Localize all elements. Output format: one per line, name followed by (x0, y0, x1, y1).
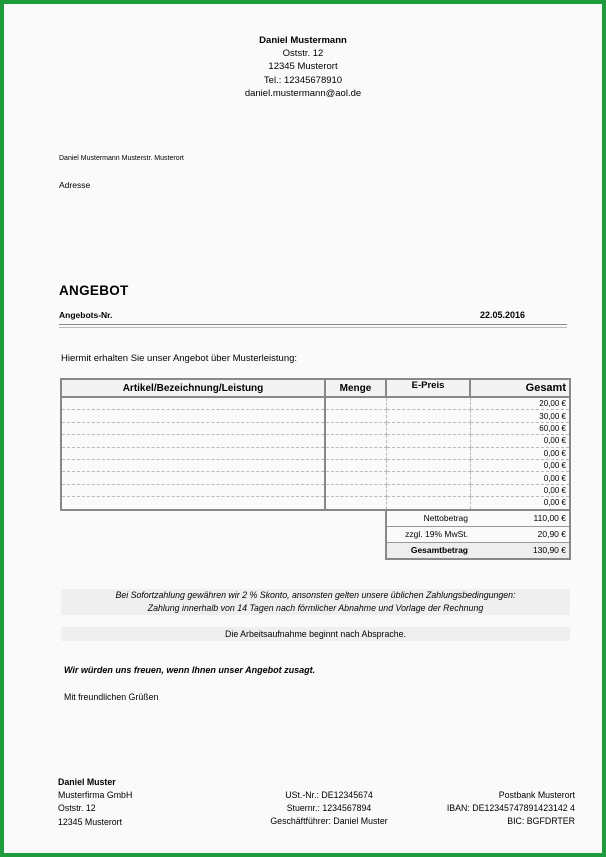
summary-vat-row (61, 526, 570, 542)
payment-terms-line2: Zahlung innerhalb von 14 Tagen nach förmlicher Abnahme und Vorlage der Rechnung (147, 603, 484, 613)
row-total: 0,00 € (470, 472, 570, 484)
items-table (60, 378, 571, 560)
payment-terms-line1: Bei Sofortzahlung gewähren wir 2 % Skonto, ansonsten gelten unsere üblichen Zahlungsbedingungen: (115, 590, 516, 600)
footer-tax (244, 789, 414, 829)
offer-number-label: Angebots-Nr. (59, 310, 113, 320)
sender-name: Daniel Mustermann (259, 35, 347, 46)
table-row (61, 422, 570, 434)
table-row (61, 397, 570, 410)
header-unit-price: E-Preis (386, 379, 470, 397)
payment-terms (61, 589, 570, 615)
total-label: Gesamtbetrag (386, 542, 470, 559)
table-row (61, 459, 570, 471)
sender-phone: Tel.: 12345678910 (263, 74, 343, 86)
offer-number-row (59, 310, 567, 324)
table-row (61, 435, 570, 447)
table-row (61, 447, 570, 459)
table-row (61, 497, 570, 510)
vat-label: zzgl. 19% MwSt. (386, 526, 470, 542)
intro-text: Hiermit erhalten Sie unser Angebot über Musterleistung: (61, 353, 298, 364)
offer-date: 22.05.2016 (479, 310, 525, 320)
footer-iban: IBAN: DE12345747891423142 4 (446, 803, 575, 814)
row-total: 0,00 € (470, 459, 570, 471)
row-total: 0,00 € (470, 497, 570, 510)
summary-total-row (61, 542, 570, 559)
sender-block (4, 34, 602, 100)
footer-company (58, 776, 132, 829)
footer-city: 12345 Musterort (58, 816, 123, 827)
footer-name: Daniel Muster (58, 777, 116, 787)
sender-street: Oststr. 12 (282, 48, 324, 60)
row-total: 60,00 € (470, 422, 570, 434)
work-start-note: Die Arbeitsaufnahme beginnt nach Absprache. (61, 627, 570, 641)
footer-bank-name: Postbank Musterort (498, 790, 575, 800)
vat-value: 20,90 € (470, 526, 570, 542)
total-value: 130,90 € (470, 542, 570, 559)
greeting: Mit freundlichen Grüßen (64, 692, 159, 702)
footer-gf: Geschäftführer: Daniel Muster (270, 816, 388, 827)
sender-email: daniel.mustermann@aol.de (244, 87, 362, 99)
footer-bic: BIC: BGFDRTER (507, 816, 575, 827)
table-header (61, 379, 570, 397)
row-total: 0,00 € (470, 447, 570, 459)
footer-ust: USt.-Nr.: DE12345674 (285, 790, 373, 800)
footer-bank (414, 789, 575, 829)
header-qty: Menge (325, 379, 386, 397)
footer-company-name: Musterfirma GmbH (58, 790, 133, 801)
net-value: 110,00 € (470, 510, 570, 527)
table-row (61, 484, 570, 496)
row-total: 0,00 € (470, 484, 570, 496)
divider (59, 324, 567, 325)
recipient-address: Adresse (59, 180, 91, 190)
footer-street: Oststr. 12 (58, 803, 96, 814)
document-title: ANGEBOT (59, 283, 129, 298)
table-row (61, 410, 570, 422)
footer-steuer: Stuernr.: 1234567894 (286, 803, 372, 814)
closing-statement: Wir würden uns freuen, wenn Ihnen unser Angebot zusagt. (64, 665, 316, 675)
net-label: Nettobetrag (386, 510, 470, 527)
sender-city: 12345 Musterort (268, 61, 338, 73)
divider (59, 327, 567, 328)
table-row (61, 472, 570, 484)
return-address-line: Daniel Mustermann Musterstr. Musterort (59, 155, 184, 162)
summary-net-row (61, 510, 570, 527)
row-total: 0,00 € (470, 435, 570, 447)
row-total: 20,00 € (470, 397, 570, 410)
header-article: Artikel/Bezeichnung/Leistung (61, 379, 325, 397)
row-total: 30,00 € (470, 410, 570, 422)
header-total: Gesamt (470, 379, 570, 397)
